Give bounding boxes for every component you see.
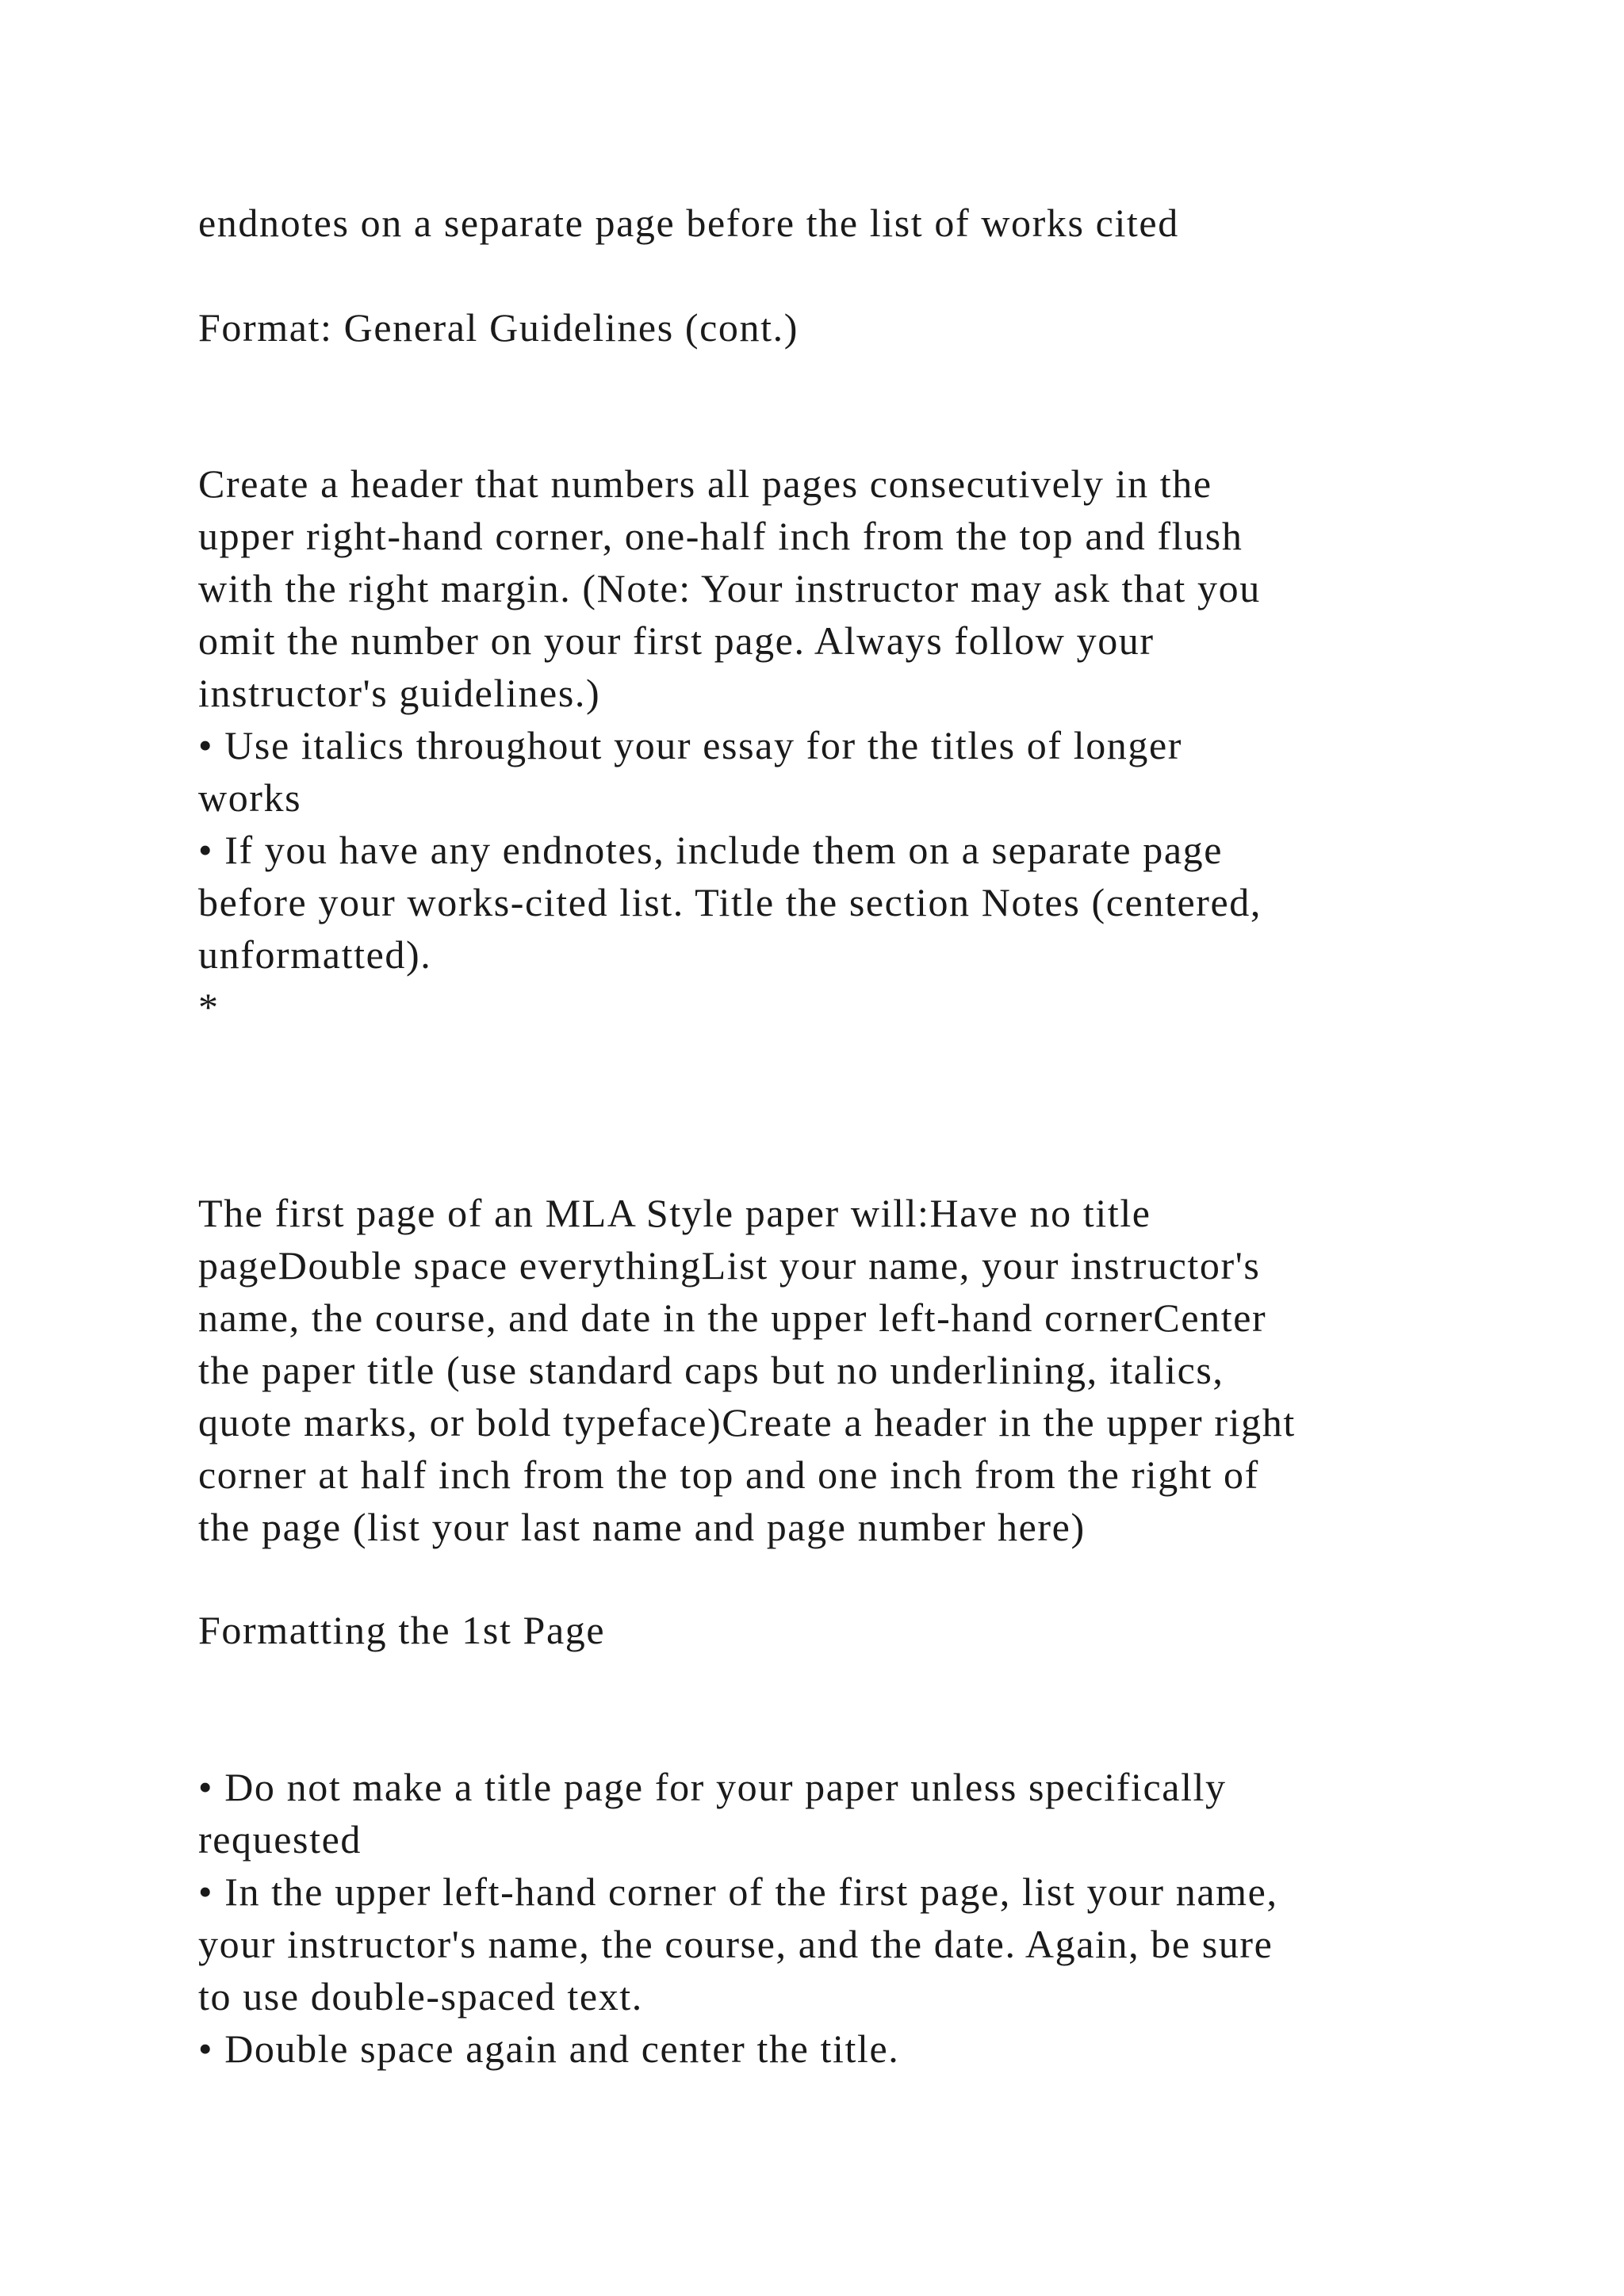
bullet-line: • In the upper left-hand corner of the first page, list your name,	[198, 1869, 1278, 1914]
section-heading-general-guidelines	[198, 301, 1451, 354]
text-line: upper right-hand corner, one-half inch from the top and flush	[198, 514, 1243, 558]
general-guidelines-body	[198, 457, 1451, 1033]
text-line: instructor's guidelines.)	[198, 671, 601, 715]
text-line: omit the number on your first page. Always follow your	[198, 618, 1155, 663]
formatting-first-page-body	[198, 1761, 1451, 2075]
first-page-summary	[198, 1187, 1451, 1553]
text-line: quote marks, or bold typeface)Create a header in the upper right	[198, 1400, 1296, 1445]
bullet-line: • Double space again and center the title.	[198, 2026, 900, 2071]
text-line: The first page of an MLA Style paper will:Have no title	[198, 1191, 1151, 1235]
bullet-line: • Use italics throughout your essay for the titles of longer	[198, 723, 1183, 767]
intro-fragment	[198, 197, 1451, 249]
text-line: with the right margin. (Note: Your instructor may ask that you	[198, 566, 1261, 610]
text-line: corner at half inch from the top and one inch from the right of	[198, 1452, 1259, 1497]
text-line: requested	[198, 1817, 362, 1862]
text-line: before your works-cited list. Title the section Notes (centered,	[198, 880, 1262, 924]
text-line: name, the course, and date in the upper left-hand cornerCenter	[198, 1295, 1267, 1340]
text-line: your instructor's name, the course, and the date. Again, be sure	[198, 1922, 1274, 1966]
text-line: to use double-spaced text.	[198, 1974, 643, 2019]
text-line: the paper title (use standard caps but no underlining, italics,	[198, 1348, 1224, 1392]
section-heading: Formatting the 1st Page	[198, 1608, 606, 1652]
text-line: endnotes on a separate page before the list of works cited	[198, 201, 1179, 245]
text-line: pageDouble space everythingList your name, your instructor's	[198, 1243, 1261, 1288]
text-line: unformatted).	[198, 932, 432, 977]
bullet-line: • If you have any endnotes, include them on a separate page	[198, 828, 1224, 872]
text-line: the page (list your last name and page number here)	[198, 1505, 1086, 1549]
section-heading-formatting-first-page	[198, 1604, 1451, 1656]
bullet-line: • Do not make a title page for your paper unless specifically	[198, 1765, 1227, 1809]
asterisk-line: *	[198, 985, 220, 1029]
section-heading: Format: General Guidelines (cont.)	[198, 305, 799, 350]
text-line: Create a header that numbers all pages consecutively in the	[198, 461, 1212, 506]
text-line: works	[198, 775, 302, 820]
